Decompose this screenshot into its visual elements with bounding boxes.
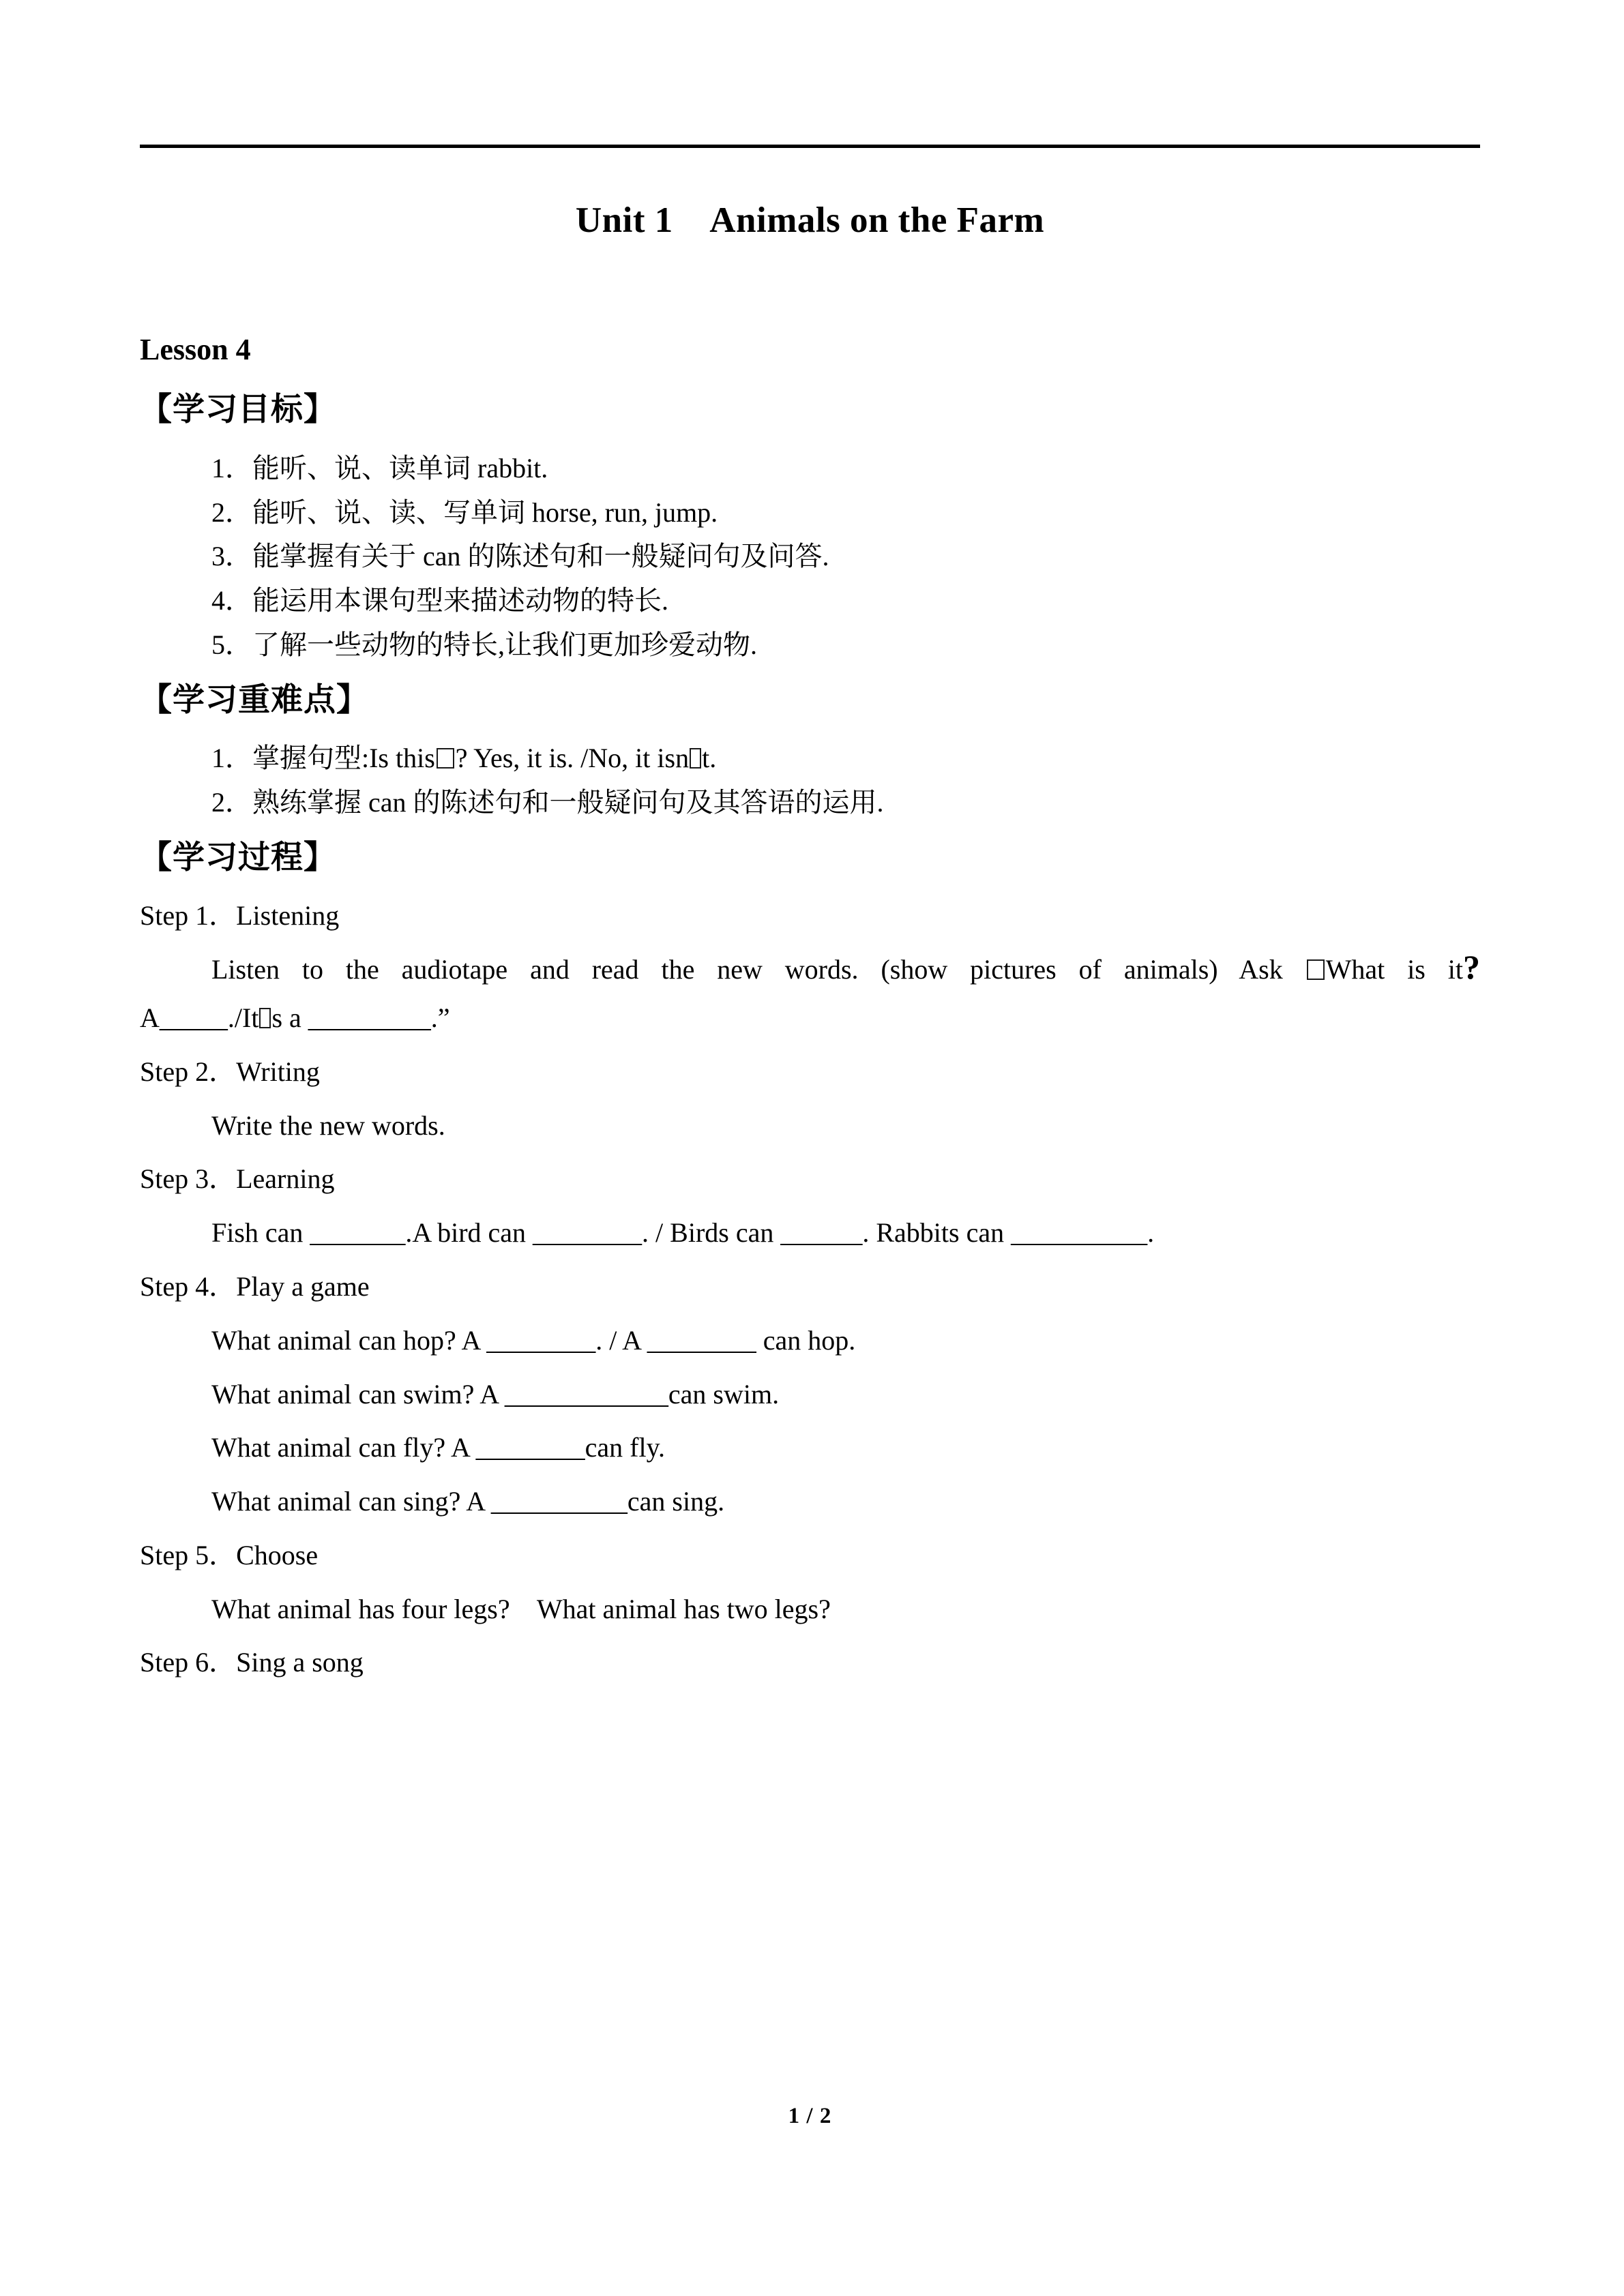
list-item: 2．能听、说、读、写单词 horse, run, jump. <box>211 496 718 528</box>
list-item: 1．能听、说、读单词 rabbit. <box>211 452 548 483</box>
step-3-line: Fish can _______.A bird can ________. / Birds can ______. Rabbits can __________. <box>211 1217 1155 1249</box>
step-2-line: Write the new words. <box>211 1109 445 1141</box>
page-title: Unit 1 Animals on the Farm <box>575 200 1045 240</box>
missing-glyph-box-icon <box>690 748 701 769</box>
page-footer <box>140 2104 1480 2129</box>
list-item: 2．熟练掌握 can 的陈述句和一般疑问句及其答语的运用. <box>211 787 884 818</box>
lesson-heading: Lesson 4 <box>140 333 251 367</box>
step-4-line: What animal can sing? A __________can sing. <box>211 1486 725 1517</box>
document-content <box>140 198 1480 1685</box>
step-5-label: Step 5．Choose <box>140 1539 319 1570</box>
header-rule <box>140 145 1480 148</box>
missing-glyph-box-icon <box>1307 959 1325 980</box>
step-4-line: What animal can swim? A ____________can swim. <box>211 1378 780 1410</box>
missing-glyph-box-icon <box>437 748 454 769</box>
key-point-1-middle: ? Yes, it is. /No, it isn <box>455 743 690 774</box>
page-number: 1 / 2 <box>788 2104 832 2128</box>
list-item: 4．能运用本课句型来描述动物的特长. <box>211 585 668 616</box>
key-point-1-suffix: t. <box>702 743 717 774</box>
step-6-label: Step 6．Sing a song <box>140 1647 364 1678</box>
learning-objectives-heading: 【学习目标】 <box>140 391 336 429</box>
key-point-1-prefix: 1．掌握句型:Is this <box>211 743 435 774</box>
key-points-list <box>140 736 1480 825</box>
step-1-answer-suffix: s a _________.” <box>271 1002 450 1033</box>
step-1-answer-line <box>140 996 1480 1041</box>
list-item: 3．能掌握有关于 can 的陈述句和一般疑问句及问答. <box>211 541 829 572</box>
step-1-paragraph <box>140 948 1480 992</box>
key-points-heading: 【学习重难点】 <box>140 681 369 719</box>
learning-objectives-list <box>140 447 1480 668</box>
step-4-line: What animal can hop? A ________. / A ________ can hop. <box>211 1324 856 1356</box>
step-1-answer-prefix: A_____./It <box>140 1002 259 1033</box>
step-3-label: Step 3．Learning <box>140 1163 335 1195</box>
step-2-label: Step 2．Writing <box>140 1056 320 1087</box>
step-5-line: What animal has four legs? What animal has two legs? <box>211 1593 831 1624</box>
step-1-question-mark: ? <box>1463 948 1481 987</box>
step-4-label: Step 4．Play a game <box>140 1270 370 1302</box>
learning-process-heading: 【学习过程】 <box>140 838 336 876</box>
list-item: 5．了解一些动物的特长,让我们更加珍爱动物. <box>211 629 757 661</box>
step-4-line: What animal can fly? A ________can fly. <box>211 1432 665 1463</box>
list-item <box>140 736 1480 781</box>
step-1-paragraph-prefix: Listen to the audiotape and read the new words. (show pictures of animals) Ask <box>211 954 1283 985</box>
step-1-paragraph-suffix: What is it <box>1325 954 1464 985</box>
missing-glyph-box-icon <box>259 1008 271 1028</box>
step-1-label: Step 1．Listening <box>140 900 340 931</box>
